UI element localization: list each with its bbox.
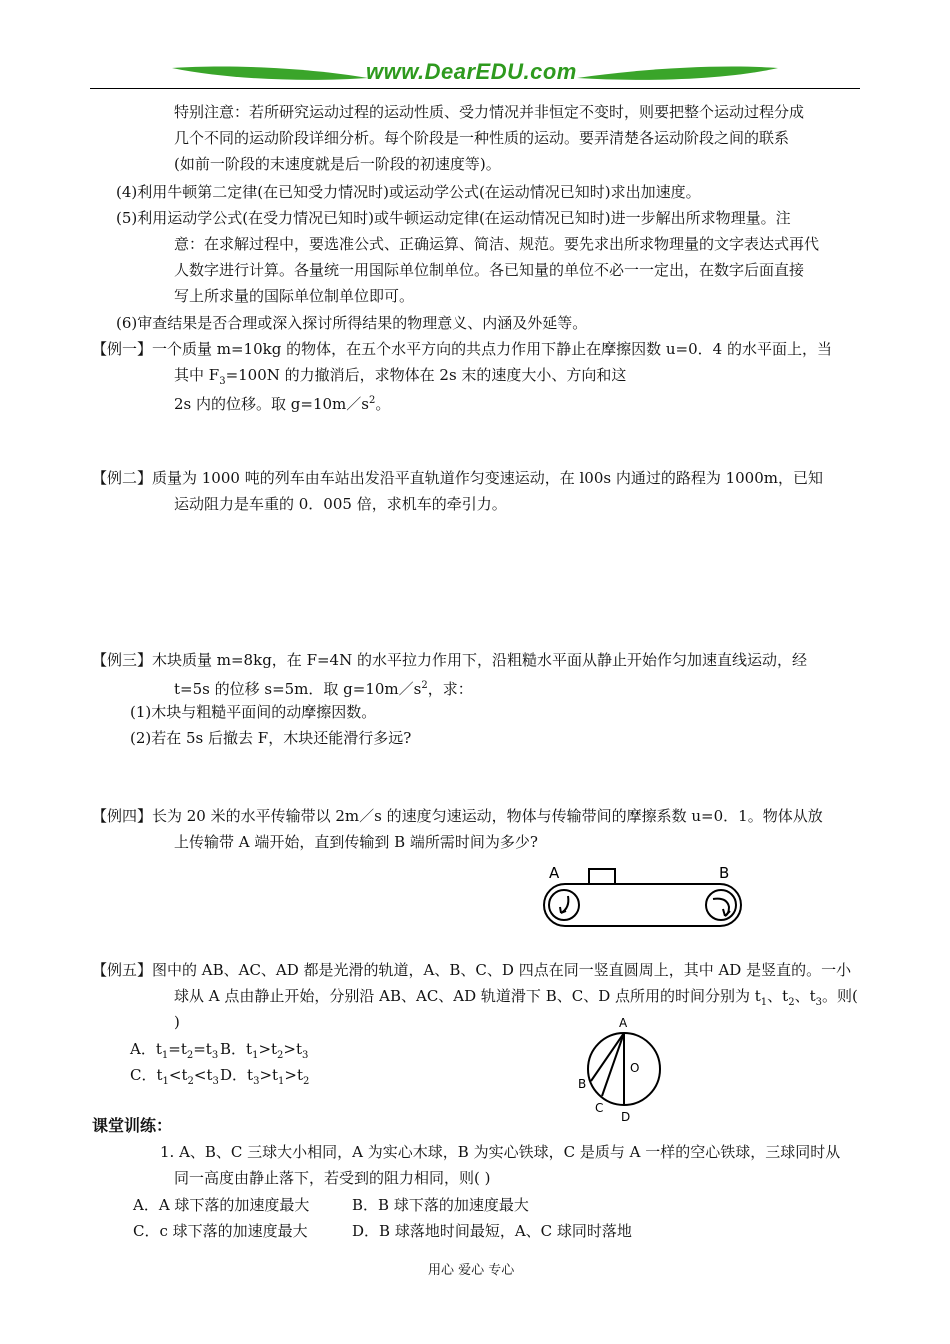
example-3-question-2: (2)若在 5s 后撤去 F，木块还能滑行多远? (130, 729, 412, 747)
text-run: 、t (767, 987, 789, 1005)
training-choice-c: C．c 球下落的加速度最大 (133, 1222, 308, 1240)
track-ab (591, 1033, 624, 1081)
example-5-line: ) (174, 1013, 180, 1031)
track-ac (602, 1033, 624, 1096)
subscript: 2 (186, 1050, 194, 1061)
point-c-label: C (595, 1101, 604, 1115)
text-run: =t (193, 1040, 212, 1058)
training-choice-a: A．A 球下落的加速度最大 (133, 1196, 310, 1214)
text-line: 特别注意：若所研究运动过程的运动性质、受力情况并非恒定不变时，则要把整个运动过程分成 (174, 103, 805, 121)
text-run: =100N 的力撤消后，求物体在 2s 末的速度大小、方向和这 (225, 366, 627, 384)
subscript: 1 (278, 1076, 285, 1087)
example-5-line: 【例五】图中的 AB、AC、AD 都是光滑的轨道，A、B、C、D 四点在同一竖直圆周上，其中 AD 是竖直的。一小 (92, 961, 852, 979)
text-run: 2s 内的位移。取 g=10m／s (174, 395, 369, 413)
subscript: 2 (303, 1076, 310, 1087)
point-a-label: A (619, 1016, 628, 1030)
example-1-line: 【例一】一个质量 m=10kg 的物体，在五个水平方向的共点力作用下静止在摩擦因数 u=0．4 的水平面上，当 (92, 340, 832, 358)
subscript: 3 (219, 376, 226, 387)
text-run: <t (193, 1066, 213, 1084)
text-run: 球从 A 点由静止开始，分别沿 AB、AC、AD 轨道滑下 B、C、D 点所用的时间分别为 t (174, 987, 761, 1005)
text-line: 人数字进行计算。各量统一用国际单位制单位。各已知量的单位不必一一定出，在数字后面直接 (174, 261, 805, 279)
page-footer: 用心 爱心 专心 (428, 1263, 515, 1278)
left-pulley (549, 890, 579, 920)
swoosh-left-icon (170, 62, 370, 84)
header-banner (170, 58, 780, 88)
superscript: 2 (368, 395, 376, 406)
choice-c (130, 1063, 219, 1094)
example-4-line: 【例四】长为 20 米的水平传输带以 2m／s 的速度匀速运动，物体与传输带间的摩擦系数 u=0．1。物体从放 (92, 807, 823, 825)
example-3-question-1: (1)木块与粗糙平面间的动摩擦因数。 (130, 703, 377, 721)
text-run: ，求： (427, 680, 473, 698)
header-logo-text: www.DearEDU.com (366, 59, 577, 84)
circle-tracks-figure (575, 1012, 670, 1127)
text-run: D．t (220, 1066, 254, 1084)
subscript: 1 (252, 1050, 259, 1061)
step-6: (6)审查结果是否合理或深入探讨所得结果的物理意义、内涵及外延等。 (116, 314, 588, 332)
subscript: 2 (788, 997, 795, 1008)
example-3-line: 【例三】木块质量 m=8kg，在 F=4N 的水平拉力作用下，沿粗糙水平面从静止开始作匀加速直线运动，经 (92, 651, 807, 669)
subscript: 3 (302, 1050, 309, 1061)
text-run: >t (283, 1040, 303, 1058)
choice-d (220, 1063, 309, 1094)
text-line: (如前一阶段的末速度就是后一阶段的初速度等)。 (174, 155, 501, 173)
example-3-line (174, 674, 473, 701)
point-d-label: D (621, 1110, 631, 1124)
subscript: 1 (161, 1050, 169, 1061)
training-choice-b: B．B 球下落的加速度最大 (352, 1196, 529, 1214)
right-pulley (706, 890, 736, 920)
text-run: 其中 F (174, 366, 220, 384)
block-on-belt (589, 869, 615, 884)
text-run: A．t (130, 1040, 162, 1058)
point-b-label: B (578, 1077, 587, 1091)
conveyor-belt-figure (535, 862, 750, 932)
training-choice-d: D．B 球落地时间最短，A、C 球同时落地 (352, 1222, 632, 1240)
example-2-line: 【例二】质量为 1000 吨的列车由车站出发沿平直轨道作匀变速运动，在 l00s 内通过的路程为 1000m，已知 (92, 469, 823, 487)
example-2-line: 运动阻力是车重的 0．005 倍，求机车的牵引力。 (174, 495, 507, 513)
example-4-line: 上传输带 A 端开始，直到传输到 B 端所需时间为多少? (174, 833, 538, 851)
step-5: (5)利用运动学公式(在受力情况已知时)或牛顿运动定律(在运动情况已知时)进一步解出所求物理量。注 (116, 209, 791, 227)
text-run: =t (168, 1040, 187, 1058)
text-line: 意：在求解过程中，要选准公式、正确运算、简洁、规范。要先求出所求物理量的文字表达式再代 (174, 235, 820, 253)
section-heading: 课堂训练： (92, 1116, 173, 1135)
figure-label-b: B (719, 864, 730, 882)
header-rule (90, 88, 860, 89)
example-5-line (174, 984, 858, 1015)
subscript: 2 (277, 1050, 284, 1061)
subscript: 2 (187, 1076, 194, 1087)
text-run: >t (258, 1040, 278, 1058)
subscript: 1 (162, 1076, 169, 1087)
step-4: (4)利用牛顿第二定律(在已知受力情况时)或运动学公式(在运动情况已知时)求出加速度。 (116, 183, 701, 201)
subscript: 3 (815, 997, 822, 1008)
text-line: 写上所求量的国际单位制单位即可。 (174, 287, 415, 305)
subscript: 3 (212, 1076, 219, 1087)
example-1-line (174, 389, 390, 416)
training-question-1: 1. A、B、C 三球大小相同，A 为实心木球，B 为实心铁球，C 是质与 A 一样的空心铁球，三球同时从 (160, 1143, 841, 1161)
swoosh-right-icon (575, 62, 780, 84)
text-run: <t (168, 1066, 188, 1084)
text-run: 。 (375, 395, 391, 413)
text-run: B．t (220, 1040, 253, 1058)
figure-label-a: A (549, 864, 560, 882)
text-run: t=5s 的位移 s=5m．取 g=10m／s (174, 680, 422, 698)
rotation-arrow-icon (561, 896, 568, 913)
subscript: 1 (760, 997, 768, 1008)
text-run: C．t (130, 1066, 163, 1084)
subscript: 3 (253, 1076, 260, 1087)
subscript: 3 (211, 1050, 219, 1061)
training-question-1: 同一高度由静止落下，若受到的阻力相同，则( ) (174, 1169, 491, 1187)
text-line: 几个不同的运动阶段详细分析。每个阶段是一种性质的运动。要弄清楚各运动阶段之间的联系 (174, 129, 790, 147)
text-run: >t (259, 1066, 279, 1084)
text-run: >t (284, 1066, 304, 1084)
text-run: 、t (794, 987, 816, 1005)
text-run: 。则( (821, 987, 858, 1005)
center-o-label: O (630, 1061, 640, 1075)
superscript: 2 (421, 680, 428, 691)
